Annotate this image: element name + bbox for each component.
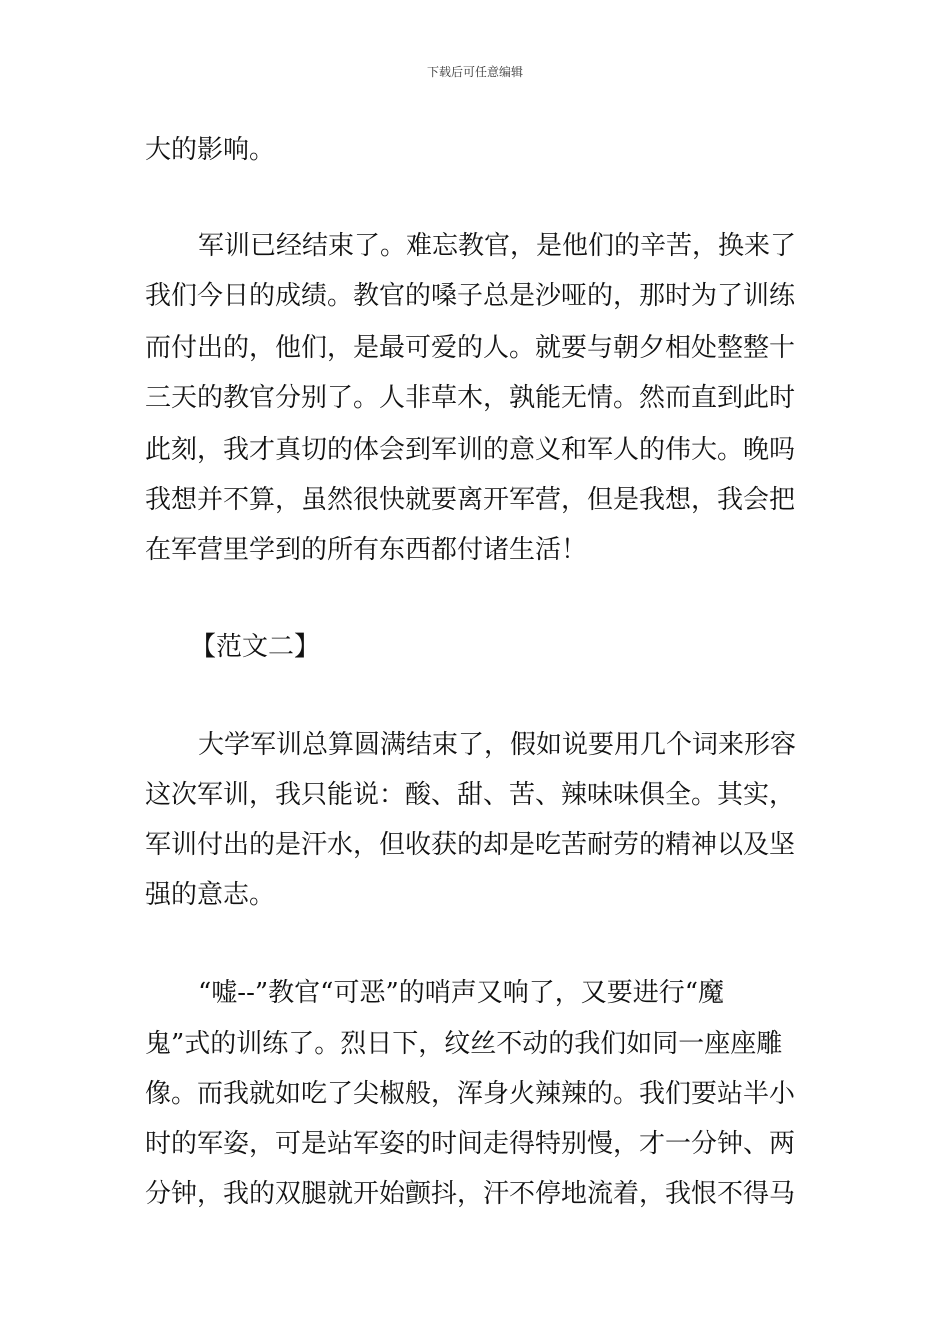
- text-line: 像。而我就如吃了尖椒般，浑身火辣辣的。我们要站半小: [145, 1079, 796, 1109]
- text-line: 鬼”式的训练了。烈日下，纹丝不动的我们如同一座座雕: [145, 1029, 783, 1059]
- text-line: 我想并不算，虽然很快就要离开军营，但是我想，我会把: [145, 485, 796, 515]
- text-line: 大的影响。: [145, 135, 276, 165]
- page-header: 下载后可任意编辑: [426, 65, 523, 79]
- text-line: 我们今日的成绩。教官的嗓子总是沙哑的，那时为了训练: [145, 281, 796, 311]
- text-line: 强的意志。: [145, 880, 276, 910]
- text-line: 时的军姿，可是站军姿的时间走得特别慢，才一分钟、两: [145, 1129, 796, 1159]
- text-line: 军训已经结束了。难忘教官，是他们的辛苦，换来了: [198, 231, 797, 261]
- text-line: 三天的教官分别了。人非草木，孰能无情。然而直到此时: [145, 383, 796, 413]
- text-line: “嘘--”教官“可恶”的哨声又响了，又要进行“魔: [198, 978, 725, 1008]
- text-line: 在军营里学到的所有东西都付诸生活！: [145, 535, 588, 565]
- section-heading: 【范文二】: [190, 632, 321, 662]
- text-line: 大学军训总算圆满结束了，假如说要用几个词来形容: [198, 730, 797, 760]
- text-line: 分钟，我的双腿就开始颤抖，汗不停地流着，我恨不得马: [145, 1179, 796, 1209]
- text-line: 军训付出的是汗水，但收获的却是吃苦耐劳的精神以及坚: [145, 830, 796, 860]
- text-line: 而付出的，他们，是最可爱的人。就要与朝夕相处整整十: [145, 333, 796, 363]
- text-line: 这次军训，我只能说：酸、甜、苦、辣味味俱全。其实，: [145, 780, 796, 810]
- text-line: 此刻，我才真切的体会到军训的意义和军人的伟大。晚吗: [145, 435, 796, 465]
